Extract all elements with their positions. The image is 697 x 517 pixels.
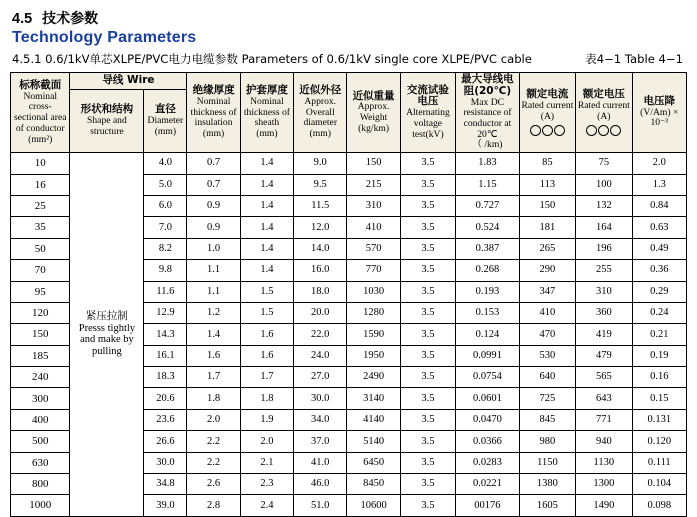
cell-overall-diameter: 37.0 bbox=[294, 431, 347, 452]
cell-insulation: 0.9 bbox=[187, 195, 240, 216]
cell-weight: 1030 bbox=[347, 281, 400, 302]
cell-rated-voltage: 479 bbox=[576, 345, 632, 366]
header-cell-insulation-thickness bbox=[187, 73, 240, 153]
cell-rated-current: 181 bbox=[519, 217, 575, 238]
cell-ac-test: 3.5 bbox=[400, 238, 455, 259]
cell-weight: 2490 bbox=[347, 367, 400, 388]
cell-voltage-drop: 0.120 bbox=[632, 431, 686, 452]
cell-weight: 8450 bbox=[347, 474, 400, 495]
subsection-line bbox=[12, 51, 687, 67]
cell-nominal-area: 240 bbox=[11, 367, 70, 388]
cell-rated-voltage: 196 bbox=[576, 238, 632, 259]
header-en: Nominal thickness of sheath bbox=[243, 95, 290, 129]
cell-weight: 10600 bbox=[347, 495, 400, 516]
header-cell-ac-test-voltage bbox=[400, 73, 455, 153]
cell-rated-current: 725 bbox=[519, 388, 575, 409]
cell-voltage-drop: 0.104 bbox=[632, 474, 686, 495]
cell-insulation: 2.8 bbox=[187, 495, 240, 516]
header-unit: (V/Am) × 10⁻³ bbox=[640, 106, 679, 129]
cell-weight: 1280 bbox=[347, 302, 400, 323]
shape-en: Presss tightly and make by pulling bbox=[78, 322, 136, 358]
header-en: Nominal thickness of insulation bbox=[190, 95, 237, 129]
cell-rated-voltage: 310 bbox=[576, 281, 632, 302]
table-body bbox=[11, 153, 687, 517]
cell-ac-test: 3.5 bbox=[400, 388, 455, 409]
cell-ac-test: 3.5 bbox=[400, 281, 455, 302]
cell-rated-current: 290 bbox=[519, 260, 575, 281]
header-cn: 额定电压 bbox=[582, 88, 625, 101]
cell-overall-diameter: 24.0 bbox=[294, 345, 347, 366]
cell-insulation: 1.2 bbox=[187, 302, 240, 323]
cell-sheath: 2.0 bbox=[240, 431, 293, 452]
cell-diameter: 11.6 bbox=[144, 281, 187, 302]
cell-insulation: 1.0 bbox=[187, 238, 240, 259]
cell-ac-test: 3.5 bbox=[400, 324, 455, 345]
cell-diameter: 39.0 bbox=[144, 495, 187, 516]
header-cn: 护套厚度 bbox=[245, 84, 288, 97]
cell-ac-test: 3.5 bbox=[400, 431, 455, 452]
cell-weight: 770 bbox=[347, 260, 400, 281]
table-group-header-row bbox=[11, 73, 687, 90]
cell-overall-diameter: 12.0 bbox=[294, 217, 347, 238]
cell-ac-test: 3.5 bbox=[400, 367, 455, 388]
header-en: Alternating voltage test(kV) bbox=[406, 107, 450, 140]
cell-sheath: 2.3 bbox=[240, 474, 293, 495]
cell-weight: 1950 bbox=[347, 345, 400, 366]
technology-parameters-table bbox=[10, 72, 687, 517]
cell-rated-voltage: 565 bbox=[576, 367, 632, 388]
cell-weight: 3140 bbox=[347, 388, 400, 409]
header-en: Approx. Weight bbox=[357, 101, 390, 124]
header-unit: (A) bbox=[597, 110, 611, 122]
cell-diameter: 9.8 bbox=[144, 260, 187, 281]
cell-overall-diameter: 41.0 bbox=[294, 452, 347, 473]
header-cell-rated-current bbox=[519, 73, 575, 153]
cell-resistance: 0.0754 bbox=[456, 367, 520, 388]
cell-diameter: 20.6 bbox=[144, 388, 187, 409]
cell-rated-voltage: 1490 bbox=[576, 495, 632, 516]
cell-overall-diameter: 16.0 bbox=[294, 260, 347, 281]
cell-sheath: 1.4 bbox=[240, 217, 293, 238]
shape-cn: 紧压拉制 bbox=[85, 309, 128, 322]
cell-rated-voltage: 255 bbox=[576, 260, 632, 281]
cell-nominal-area: 630 bbox=[11, 452, 70, 473]
cell-rated-voltage: 132 bbox=[576, 195, 632, 216]
header-cell-max-dc-resistance bbox=[456, 73, 520, 153]
cell-rated-voltage: 771 bbox=[576, 409, 632, 430]
cell-overall-diameter: 18.0 bbox=[294, 281, 347, 302]
cell-diameter: 4.0 bbox=[144, 153, 187, 174]
cell-insulation: 0.7 bbox=[187, 153, 240, 174]
cell-rated-current: 113 bbox=[519, 174, 575, 195]
cell-weight: 410 bbox=[347, 217, 400, 238]
conductor-symbol-icon bbox=[577, 125, 630, 136]
cell-resistance: 0.524 bbox=[456, 217, 520, 238]
cell-weight: 310 bbox=[347, 195, 400, 216]
cell-shape-structure bbox=[70, 153, 144, 517]
cell-sheath: 1.4 bbox=[240, 174, 293, 195]
cell-diameter: 34.8 bbox=[144, 474, 187, 495]
cell-nominal-area: 185 bbox=[11, 345, 70, 366]
header-en: Shape and structure bbox=[87, 115, 127, 137]
cell-insulation: 1.8 bbox=[187, 388, 240, 409]
header-group-label: 导线 Wire bbox=[102, 74, 155, 87]
cell-rated-current: 85 bbox=[519, 153, 575, 174]
cell-nominal-area: 95 bbox=[11, 281, 70, 302]
cell-sheath: 1.4 bbox=[240, 238, 293, 259]
cell-ac-test: 3.5 bbox=[400, 153, 455, 174]
cell-insulation: 1.1 bbox=[187, 281, 240, 302]
cell-voltage-drop: 0.21 bbox=[632, 324, 686, 345]
cell-voltage-drop: 0.16 bbox=[632, 367, 686, 388]
cell-insulation: 2.0 bbox=[187, 409, 240, 430]
header-unit: (mm²) bbox=[28, 133, 53, 145]
cell-overall-diameter: 22.0 bbox=[294, 324, 347, 345]
cell-ac-test: 3.5 bbox=[400, 409, 455, 430]
header-en: Max DC resistance of conductor at 20℃ bbox=[463, 96, 512, 140]
table-row bbox=[11, 153, 687, 174]
section-heading bbox=[12, 8, 687, 28]
cell-voltage-drop: 0.84 bbox=[632, 195, 686, 216]
header-cn: 直径 bbox=[154, 103, 176, 116]
cell-sheath: 1.4 bbox=[240, 153, 293, 174]
cell-diameter: 8.2 bbox=[144, 238, 187, 259]
cell-nominal-area: 10 bbox=[11, 153, 70, 174]
cell-resistance: 0.0221 bbox=[456, 474, 520, 495]
cell-rated-current: 530 bbox=[519, 345, 575, 366]
header-en: Approx. Overall diameter bbox=[303, 95, 338, 129]
cell-insulation: 1.1 bbox=[187, 260, 240, 281]
cell-nominal-area: 50 bbox=[11, 238, 70, 259]
cell-rated-voltage: 643 bbox=[576, 388, 632, 409]
cell-diameter: 6.0 bbox=[144, 195, 187, 216]
header-cn: 近似外径 bbox=[299, 84, 342, 97]
cell-sheath: 1.5 bbox=[240, 302, 293, 323]
cell-resistance: 0.124 bbox=[456, 324, 520, 345]
header-cell-sheath-thickness bbox=[240, 73, 293, 153]
cell-weight: 4140 bbox=[347, 409, 400, 430]
header-cn: 交流试验电压 bbox=[406, 83, 449, 108]
cell-nominal-area: 500 bbox=[11, 431, 70, 452]
cell-voltage-drop: 0.49 bbox=[632, 238, 686, 259]
cell-rated-voltage: 75 bbox=[576, 153, 632, 174]
cell-nominal-area: 300 bbox=[11, 388, 70, 409]
cell-ac-test: 3.5 bbox=[400, 174, 455, 195]
cell-voltage-drop: 2.0 bbox=[632, 153, 686, 174]
cell-sheath: 1.8 bbox=[240, 388, 293, 409]
cell-rated-current: 1150 bbox=[519, 452, 575, 473]
cell-ac-test: 3.5 bbox=[400, 495, 455, 516]
header-cn: 绝缘厚度 bbox=[192, 84, 235, 97]
cell-insulation: 2.2 bbox=[187, 452, 240, 473]
header-unit: (mm) bbox=[154, 125, 177, 137]
cell-voltage-drop: 0.19 bbox=[632, 345, 686, 366]
cell-ac-test: 3.5 bbox=[400, 302, 455, 323]
cell-resistance: 0.0991 bbox=[456, 345, 520, 366]
cell-nominal-area: 120 bbox=[11, 302, 70, 323]
cell-sheath: 1.4 bbox=[240, 195, 293, 216]
header-cn: 形状和结构 bbox=[80, 103, 134, 116]
cell-insulation: 1.7 bbox=[187, 367, 240, 388]
header-cn: 近似重量 bbox=[352, 89, 395, 102]
cell-diameter: 18.3 bbox=[144, 367, 187, 388]
section-title-cn: 技术参数 bbox=[42, 11, 99, 27]
cell-resistance: 0.153 bbox=[456, 302, 520, 323]
header-cell-rated-voltage bbox=[576, 73, 632, 153]
cell-rated-voltage: 164 bbox=[576, 217, 632, 238]
header-cn: 最大导线电阻(20℃) bbox=[461, 73, 514, 97]
cell-nominal-area: 25 bbox=[11, 195, 70, 216]
cell-nominal-area: 1000 bbox=[11, 495, 70, 516]
cell-weight: 215 bbox=[347, 174, 400, 195]
cell-sheath: 2.1 bbox=[240, 452, 293, 473]
header-unit: （ /km) bbox=[472, 139, 503, 151]
cell-voltage-drop: 0.131 bbox=[632, 409, 686, 430]
cell-insulation: 0.7 bbox=[187, 174, 240, 195]
cell-resistance: 0.0366 bbox=[456, 431, 520, 452]
header-unit: (A) bbox=[540, 110, 555, 122]
header-en: Rated current bbox=[521, 100, 574, 112]
cell-weight: 5140 bbox=[347, 431, 400, 452]
header-cn: 电压降 bbox=[643, 94, 676, 107]
cell-resistance: 0.193 bbox=[456, 281, 520, 302]
cell-diameter: 30.0 bbox=[144, 452, 187, 473]
cell-rated-current: 150 bbox=[519, 195, 575, 216]
cell-overall-diameter: 9.0 bbox=[294, 153, 347, 174]
subsection-title: 4.5.1 0.6/1kV单芯XLPE/PVC电力电缆参数 Parameters of 0.6/1kV single core XLPE/PVC cable bbox=[12, 52, 532, 66]
cell-diameter: 12.9 bbox=[144, 302, 187, 323]
cell-diameter: 16.1 bbox=[144, 345, 187, 366]
cell-ac-test: 3.5 bbox=[400, 195, 455, 216]
cell-weight: 150 bbox=[347, 153, 400, 174]
header-en: Rated current bbox=[577, 100, 630, 112]
cell-diameter: 5.0 bbox=[144, 174, 187, 195]
section-title-en: Technology Parameters bbox=[12, 29, 197, 46]
cell-resistance: 0.0470 bbox=[456, 409, 520, 430]
conductor-symbol-icon bbox=[521, 125, 574, 136]
header-en: Diameter bbox=[147, 115, 184, 127]
cell-rated-current: 1380 bbox=[519, 474, 575, 495]
cell-rated-voltage: 419 bbox=[576, 324, 632, 345]
cell-ac-test: 3.5 bbox=[400, 474, 455, 495]
cell-overall-diameter: 14.0 bbox=[294, 238, 347, 259]
header-cell-weight bbox=[347, 73, 400, 153]
cell-ac-test: 3.5 bbox=[400, 260, 455, 281]
cell-resistance: 0.727 bbox=[456, 195, 520, 216]
cell-nominal-area: 400 bbox=[11, 409, 70, 430]
cell-nominal-area: 150 bbox=[11, 324, 70, 345]
cell-rated-voltage: 100 bbox=[576, 174, 632, 195]
cell-voltage-drop: 1.3 bbox=[632, 174, 686, 195]
cell-rated-current: 265 bbox=[519, 238, 575, 259]
cell-overall-diameter: 11.5 bbox=[294, 195, 347, 216]
cell-diameter: 26.6 bbox=[144, 431, 187, 452]
cell-resistance: 1.15 bbox=[456, 174, 520, 195]
cell-sheath: 1.9 bbox=[240, 409, 293, 430]
cell-nominal-area: 70 bbox=[11, 260, 70, 281]
header-group-wire bbox=[70, 73, 187, 90]
cell-overall-diameter: 27.0 bbox=[294, 367, 347, 388]
cell-rated-current: 347 bbox=[519, 281, 575, 302]
cell-sheath: 1.5 bbox=[240, 281, 293, 302]
cell-ac-test: 3.5 bbox=[400, 452, 455, 473]
cell-overall-diameter: 30.0 bbox=[294, 388, 347, 409]
cell-rated-voltage: 1130 bbox=[576, 452, 632, 473]
cell-rated-current: 410 bbox=[519, 302, 575, 323]
table-caption: 表4−1 Table 4−1 bbox=[585, 52, 683, 66]
cell-diameter: 23.6 bbox=[144, 409, 187, 430]
header-cell-nominal-area bbox=[11, 73, 70, 153]
cell-rated-current: 640 bbox=[519, 367, 575, 388]
cell-overall-diameter: 51.0 bbox=[294, 495, 347, 516]
cell-resistance: 0.268 bbox=[456, 260, 520, 281]
cell-weight: 570 bbox=[347, 238, 400, 259]
cell-rated-voltage: 360 bbox=[576, 302, 632, 323]
header-unit: (mm) bbox=[309, 128, 331, 140]
cell-rated-voltage: 940 bbox=[576, 431, 632, 452]
cell-rated-current: 470 bbox=[519, 324, 575, 345]
cell-rated-current: 845 bbox=[519, 409, 575, 430]
header-cn: 标称截面 bbox=[19, 78, 62, 91]
cell-insulation: 2.6 bbox=[187, 474, 240, 495]
cell-nominal-area: 800 bbox=[11, 474, 70, 495]
header-unit: (kg/km) bbox=[358, 122, 390, 134]
cell-resistance: 0.0601 bbox=[456, 388, 520, 409]
cell-voltage-drop: 0.29 bbox=[632, 281, 686, 302]
cell-sheath: 1.4 bbox=[240, 260, 293, 281]
section-number: 4.5 bbox=[12, 11, 33, 27]
cell-diameter: 7.0 bbox=[144, 217, 187, 238]
header-unit: (mm) bbox=[202, 128, 225, 140]
cell-sheath: 1.6 bbox=[240, 345, 293, 366]
cell-rated-voltage: 1300 bbox=[576, 474, 632, 495]
cell-insulation: 1.4 bbox=[187, 324, 240, 345]
cell-voltage-drop: 0.15 bbox=[632, 388, 686, 409]
table-header bbox=[11, 73, 687, 153]
cell-sheath: 2.4 bbox=[240, 495, 293, 516]
cell-sheath: 1.6 bbox=[240, 324, 293, 345]
cell-voltage-drop: 0.111 bbox=[632, 452, 686, 473]
cell-overall-diameter: 9.5 bbox=[294, 174, 347, 195]
cell-rated-current: 980 bbox=[519, 431, 575, 452]
header-en: Nominal cross-sectional area of conductor bbox=[14, 90, 67, 134]
cell-insulation: 2.2 bbox=[187, 431, 240, 452]
cell-voltage-drop: 0.24 bbox=[632, 302, 686, 323]
cell-overall-diameter: 46.0 bbox=[294, 474, 347, 495]
cell-resistance: 1.83 bbox=[456, 153, 520, 174]
header-cn: 额定电流 bbox=[526, 88, 569, 101]
cell-ac-test: 3.5 bbox=[400, 217, 455, 238]
cell-nominal-area: 16 bbox=[11, 174, 70, 195]
cell-voltage-drop: 0.36 bbox=[632, 260, 686, 281]
cell-sheath: 1.7 bbox=[240, 367, 293, 388]
header-cell-shape-structure bbox=[70, 90, 144, 153]
header-cell-conductor-diameter bbox=[144, 90, 187, 153]
cell-ac-test: 3.5 bbox=[400, 345, 455, 366]
cell-overall-diameter: 20.0 bbox=[294, 302, 347, 323]
cell-resistance: 00176 bbox=[456, 495, 520, 516]
cell-weight: 6450 bbox=[347, 452, 400, 473]
cell-resistance: 0.387 bbox=[456, 238, 520, 259]
cell-nominal-area: 35 bbox=[11, 217, 70, 238]
header-cell-voltage-drop bbox=[632, 73, 686, 153]
cell-rated-current: 1605 bbox=[519, 495, 575, 516]
cell-diameter: 14.3 bbox=[144, 324, 187, 345]
header-unit: (mm) bbox=[256, 128, 278, 140]
cell-insulation: 1.6 bbox=[187, 345, 240, 366]
cell-overall-diameter: 34.0 bbox=[294, 409, 347, 430]
header-cell-overall-diameter bbox=[294, 73, 347, 153]
cell-insulation: 0.9 bbox=[187, 217, 240, 238]
cell-voltage-drop: 0.63 bbox=[632, 217, 686, 238]
cell-voltage-drop: 0.098 bbox=[632, 495, 686, 516]
cell-resistance: 0.0283 bbox=[456, 452, 520, 473]
cell-weight: 1590 bbox=[347, 324, 400, 345]
